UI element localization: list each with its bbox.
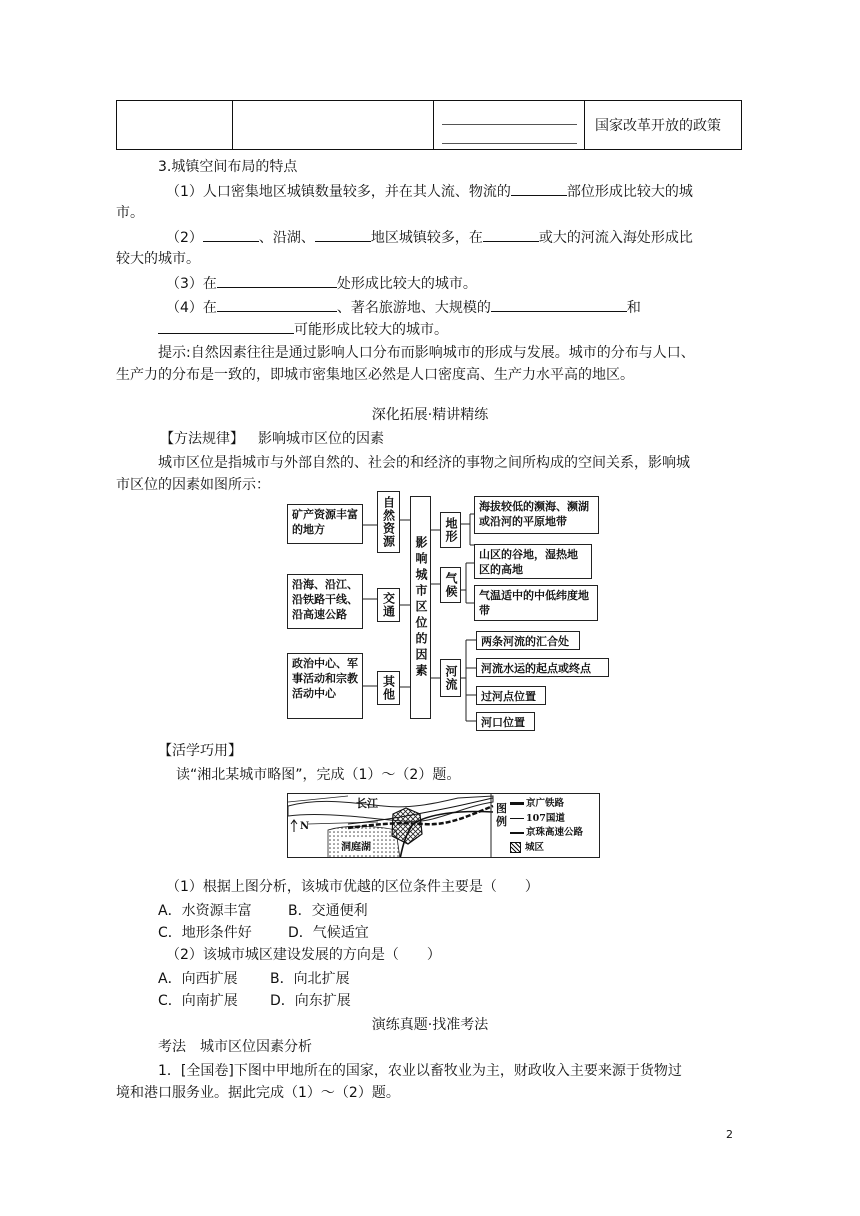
text: （3）在 (166, 276, 217, 292)
factor-box: 沿海、沿江、沿铁路干线、沿高速公路 (287, 574, 363, 629)
method-heading (160, 428, 384, 448)
north-label: N (300, 821, 310, 832)
option[interactable]: C．地形条件好 (158, 925, 252, 941)
fill-blank[interactable] (315, 226, 371, 242)
table-cell: 国家改革开放的政策 (585, 101, 742, 150)
city-map (287, 793, 600, 858)
fill-blank[interactable] (203, 226, 259, 242)
factor-box: 海拔较低的濒海、濒湖或沿河的平原地带 (474, 496, 599, 534)
section-title: 深化拓展·精讲精练 (371, 407, 489, 423)
question-2: （2）该城市城区建设发展的方向是（ ） (166, 947, 441, 963)
legend-label: 京广铁路 (526, 798, 565, 809)
legend-item (510, 797, 583, 812)
factor-box: 矿产资源丰富的地方 (287, 504, 363, 544)
legend-label: 城区 (525, 841, 545, 853)
option[interactable]: C．向南扩展 (158, 993, 238, 1009)
table-cell (117, 101, 233, 150)
fill-blank[interactable] (442, 114, 577, 125)
option[interactable]: D．向东扩展 (270, 993, 351, 1009)
hint-text: 提示:自然因素往往是通过影响人口分布而影响城市的形成与发展。城市的分布与人口、 (158, 345, 695, 361)
legend-item (510, 812, 583, 827)
paragraph: 境和港口服务业。据此完成（1）～（2）题。 (116, 1085, 400, 1101)
text: （1）人口密集地区城镇数量较多，并在其人流、物流的 (166, 184, 511, 200)
lake-label: 洞庭湖 (341, 838, 371, 853)
text: 和 (626, 300, 641, 316)
factor-box: 河口位置 (476, 712, 535, 731)
factor-category: 河流 (440, 659, 461, 697)
paragraph: 1．[全国卷]下图中甲地所在的国家，农业以畜牧业为主，财政收入主要来源于货物过 (158, 1063, 682, 1079)
text: 、沿湖、 (258, 230, 315, 246)
text: 处形成比较大的城市。 (336, 276, 477, 292)
text: 部位形成比较大的城 (566, 184, 693, 200)
factor-box: 政治中心、军事活动和宗教活动中心 (287, 653, 363, 719)
legend-item (510, 826, 583, 841)
text: （4）在 (166, 300, 217, 316)
paragraph-2 (166, 226, 693, 247)
section-title: 演练真题·找准考法 (371, 1017, 489, 1033)
paragraph: 城市区位是指城市与外部自然的、社会的和经济的事物之间所构成的空间关系，影响城 (158, 455, 690, 471)
factor-category: 气候 (440, 567, 461, 603)
text: 可能形成比较大的城市。 (294, 322, 448, 338)
legend-label: 京珠高速公路 (526, 827, 584, 838)
factor-category: 地形 (440, 512, 461, 548)
option[interactable]: A．向西扩展 (158, 971, 238, 987)
fill-blank[interactable] (483, 226, 539, 242)
factor-category: 自然资源 (377, 491, 400, 553)
fill-blank[interactable] (217, 296, 337, 312)
factor-box: 河流水运的起点或终点 (476, 658, 609, 677)
option[interactable]: B．交通便利 (288, 903, 368, 919)
practice-label: 【活学巧用】 (158, 743, 242, 759)
table-cell (233, 101, 434, 150)
factor-box: 两条河流的汇合处 (476, 631, 580, 650)
question-1: （1）根据上图分析，该城市优越的区位条件主要是（ ） (166, 879, 539, 895)
factor-category: 交通 (377, 588, 400, 622)
legend-title: 图例 (496, 802, 507, 828)
table-row (117, 101, 742, 150)
option[interactable]: D．气候适宜 (288, 925, 369, 941)
fill-blank[interactable] (491, 296, 627, 312)
policy-table (116, 100, 742, 150)
text: 较大的城市。 (116, 251, 200, 267)
text: 、著名旅游地、大规模的 (336, 300, 491, 316)
legend-item (510, 841, 583, 856)
fill-blank[interactable] (442, 133, 577, 144)
practice-intro: 读“湘北某城市略图”，完成（1）～（2）题。 (176, 767, 461, 783)
option[interactable]: A．水资源丰富 (158, 903, 252, 919)
text: （2） (166, 230, 203, 246)
fill-blank[interactable] (158, 318, 294, 334)
text: 或大的河流入海处形成比 (538, 230, 693, 246)
fill-blank[interactable] (217, 272, 337, 288)
exam-topic: 考法 城市区位因素分析 (158, 1039, 312, 1055)
fill-blank[interactable] (511, 180, 567, 196)
factor-category: 其他 (377, 671, 400, 705)
legend-list (510, 797, 583, 855)
paragraph-4 (166, 296, 641, 317)
option[interactable]: B．向北扩展 (270, 971, 350, 987)
section-heading: 3.城镇空间布局的特点 (158, 159, 298, 175)
paragraph-1 (166, 180, 693, 201)
factor-box: 山区的谷地，湿热地区的高地 (474, 544, 592, 579)
legend-label: 107国道 (526, 812, 565, 824)
hint-text: 生产力的分布是一致的，即城市密集地区必然是人口密度高、生产力水平高的地区。 (116, 367, 634, 383)
label: 【方法规律】 (160, 431, 244, 447)
paragraph-3 (166, 272, 477, 293)
diagram-center: 影响城市区位的因素 (410, 496, 431, 719)
river-label: 长江 (356, 797, 378, 810)
paragraph: 市区位的因素如图所示： (116, 477, 270, 493)
factor-box: 气温适中的中低纬度地带 (474, 585, 598, 621)
page-number: 2 (726, 1128, 733, 1141)
paragraph-4-cont (158, 318, 448, 339)
text: 地区城镇较多，在 (370, 230, 483, 246)
text: 市。 (116, 205, 144, 221)
table-cell (434, 101, 585, 150)
text: 影响城市区位的因素 (258, 431, 384, 447)
factor-box: 过河点位置 (476, 686, 546, 705)
